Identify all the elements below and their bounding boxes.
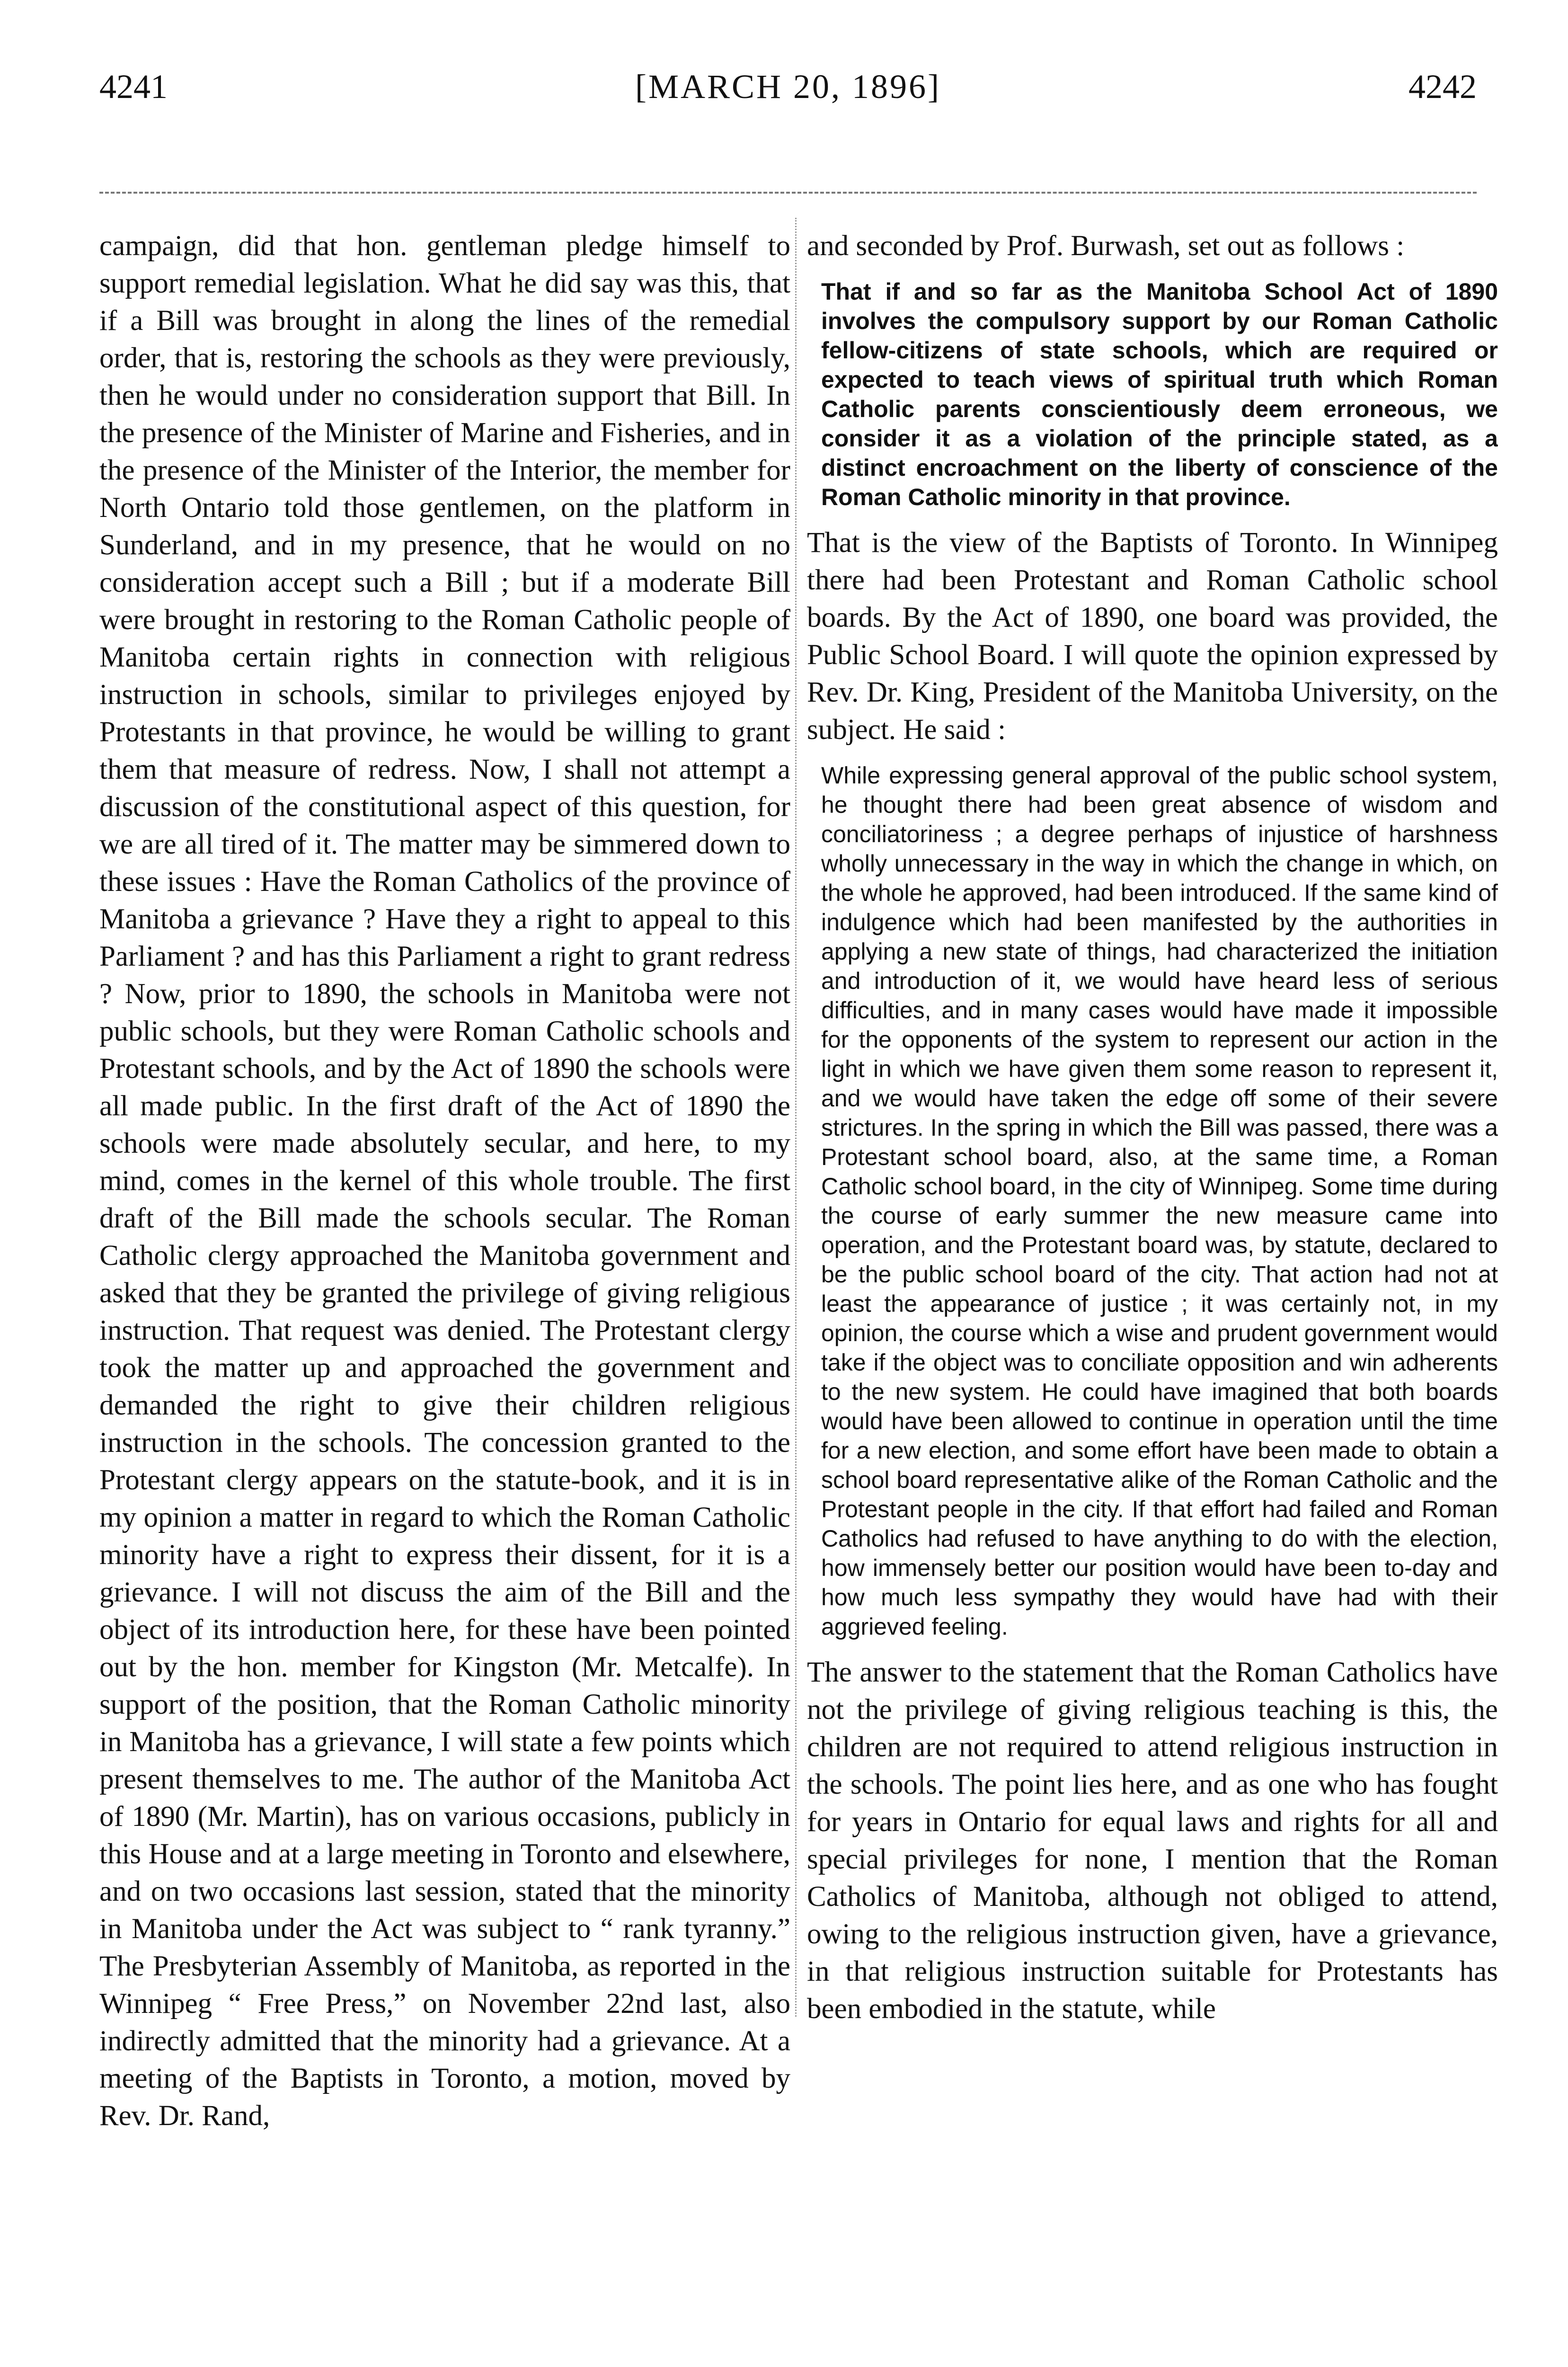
page-number-right: 4242	[1409, 68, 1477, 106]
baptist-resolution-quote: That if and so far as the Manitoba School Act of 1890 involves the compulsory support by our Roman Catholic fellow-citizens of state schools, which are required or expected to teach views of spiritual truth which Roman Catholic parents conscientiously deem erroneous, we consider it as a violation of the principle stated, as a distinct encroachment on the liberty of conscience of the Roman Catholic minority in that province.	[821, 278, 1498, 510]
column-divider	[795, 218, 797, 2017]
left-column-text: campaign, did that hon. gentleman pledge himself to support remedial legislation. What he did say was this, that if a Bill was brought in along the lines of the remedial order, that is, restoring the schools as they were previously, then he would under no consideration support that Bill. In the presence of the Minister of Marine and Fisheries, and in the presence of the Minister of the Interior, the member for North Ontario told those gentlemen, on the platform in Sunderland, and in my presence, that he would on no consideration accept such a Bill ; but if a moderate Bill were brought in restoring to the Roman Catholic people of Manitoba certain rights in connection with religious instruction in schools, similar to privileges enjoyed by Protestants in that province, he would be willing to grant them that measure of redress. Now, I shall not attempt a discussion of the constitutional aspect of this question, for we are all tired of it. The matter may be simmered down to these issues : Have the Roman Catholics of the province of Manitoba a grievance ? Have they a right to appeal to this Parliament ? and has this Parliament a right to grant redress ? Now, prior to 1890, the schools in Manitoba were not public schools, but they were Roman Catholic schools and Protestant schools, and by the Act of 1890 the schools were all made public. In the first draft of the Act of 1890 the schools were made absolutely secular, and here, to my mind, comes in the kernel of this whole trouble. The first draft of the Bill made the schools secular. The Roman Catholic clergy approached the Manitoba government and asked that they be granted the privilege of giving religious instruction. That request was denied. The Protestant clergy took the matter up and approached the government and demanded the right to give their children religious instruction in the schools. The concession granted to the Protestant clergy appears on the statute-book, and it is in my opinion a matter in regard to which the Roman Catholic minority have a right to express their dissent, for it is a grievance. I will not discuss the aim of the Bill and the object of its introduction here, for these have been pointed out by the hon. member for Kingston (Mr. Metcalfe). In support of the position, that the Roman Catholic minority in Manitoba has a grievance, I will state a few points which present themselves to me. The author of the Manitoba Act of 1890 (Mr. Martin), has on various occasions, publicly in this House and at a large meeting in Toronto and elsewhere, and on two occasions last session, stated that the minority in Manitoba under the Act was subject to “ rank tyranny.” The Presbyterian Assembly of Manitoba, as reported in the Winnipeg “ Free Press,” on November 22nd last, also indirectly admitted that the minority had a grievance. At a meeting of the Baptists in Toronto, a motion, moved by Rev. Dr. Rand,	[99, 230, 790, 2132]
header-date: [MARCH 20, 1896]	[635, 68, 941, 106]
right-closing-text: The answer to the statement that the Roman Catholics have not the privilege of giving religious teaching is this, the children are not required to attend religious instruction in the schools. The point lies here, and as one who has fought for years in Ontario for equal laws and rights for all and special privileges for none, I mention that the Roman Catholics of Manitoba, although not obliged to attend, owing to the religious instruction given, have a grievance, in that religious instruction suitable for Protestants has been embodied in the statute, while	[807, 1656, 1498, 2025]
left-column	[99, 227, 790, 2348]
page-number-left: 4241	[99, 68, 168, 106]
right-middle-text: That is the view of the Baptists of Toronto. In Winnipeg there had been Protestant and Roman Catholic school boards. By the Act of 1890, one board was provided, the Public School Board. I will quote the opinion expressed by Rev. Dr. King, President of the Manitoba University, on the subject. He said :	[807, 527, 1498, 746]
right-column	[807, 227, 1498, 2348]
header-rule	[99, 192, 1477, 194]
king-opinion-quote: While expressing general approval of the public school system, he thought there had been great absence of wisdom and conciliatoriness ; a degree perhaps of injustice of harshness wholly unnecessary in the way in which the change in which, on the whole he approved, had been introduced. If the same kind of indulgence which had been manifested by the authorities in applying a new state of things, had characterized the initiation and introduction of it, we would have heard less of serious difficulties, and in many cases would have made it impossible for the opponents of the system to represent our action in the light in which we have given them some reason to represent it, and we would have taken the edge off some of their severe strictures. In the spring in which the Bill was passed, there was a Protestant school board, also, at the same time, a Roman Catholic school board, in the city of Winnipeg. Some time during the course of early summer the new measure came into operation, and the Protestant board was, by statute, declared to be the public school board of the city. That action had not at least the appearance of justice ; it was certainly not, in my opinion, the course which a wise and prudent government would take if the object was to conciliate opposition and win adherents to the new system. He could have imagined that both boards would have been allowed to continue in operation until the time for a new election, and some effort have been made to obtain a school board representative alike of the Roman Catholic and the Protestant people in the city. If that effort had failed and Roman Catholics had refused to have anything to do with the election, how immensely better our position would have been to-day and how much less sympathy they would have had with their aggrieved feeling.	[821, 762, 1498, 1640]
right-intro-text: and seconded by Prof. Burwash, set out as follows :	[807, 230, 1405, 262]
page-header	[99, 57, 1477, 114]
